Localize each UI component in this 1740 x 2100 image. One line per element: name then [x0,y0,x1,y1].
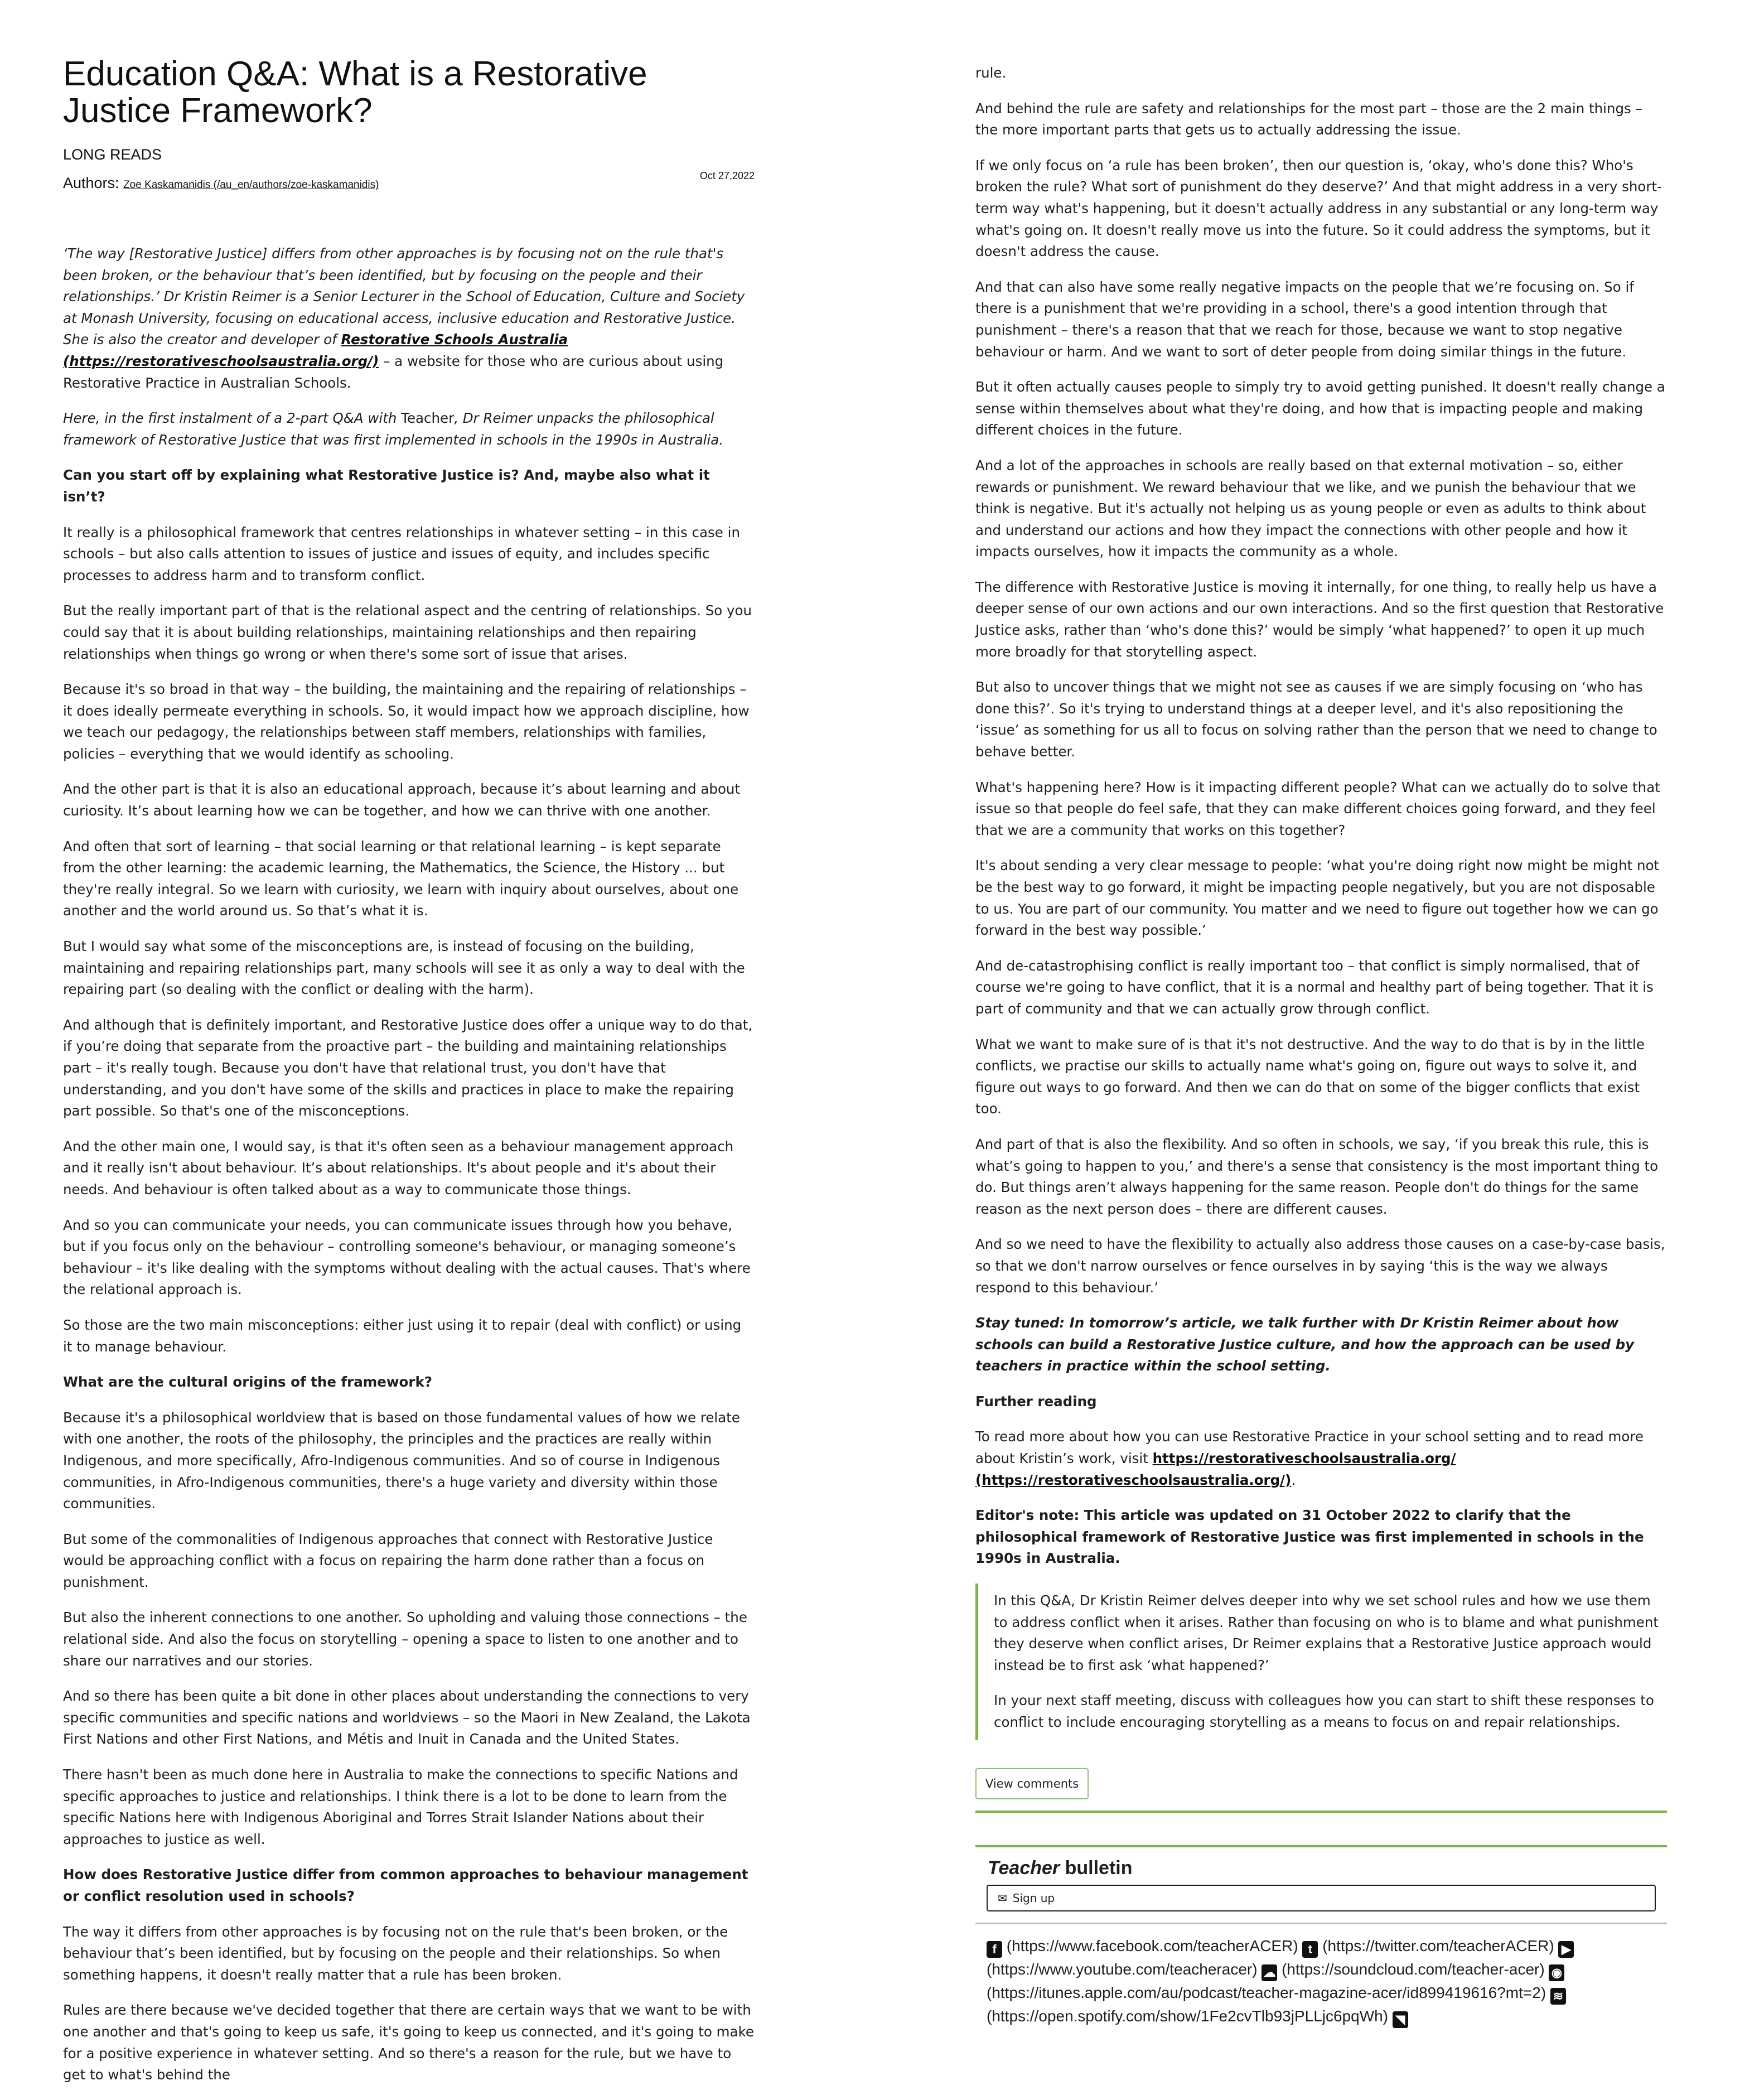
text-run: And that can also have some really negative impacts on the people that we’re focusing on. So if there is a punishment that we're providing in a school, there's a good intention through that punishment – there's a reason that that we reach for those, because we want to stop negative behaviour or harm. And we want to sort of deter people from doing similar things in the future. [975,278,1634,360]
text-run: Because it's a philosophical worldview that is based on those fundamental values of how we relate with one another, the roots of the philosophy, the principles and the practices are really within Indigenous, and more specifically, Afro-Indigenous communities. And so of course in Indigenous communities, in Afro-Indigenous communities, there's a huge variety and diversity within those communities. [63,1409,740,1512]
text-run: And the other part is that it is also an educational approach, because it’s about learning and about curiosity. It’s about learning how we can be together, and how we can thrive with one another. [63,781,741,819]
social-link[interactable]: (https://itunes.apple.com/au/podcast/teacher-magazine-acer/id899419616?mt=2) [987,1983,1550,2001]
divider [975,1845,1667,1847]
paragraph [63,679,755,765]
social-link[interactable]: (https://www.facebook.com/teacherACER) [1002,1937,1303,1954]
text-run: And so we need to have the flexibility to actually also address those causes on a case-by-case basis, so that we don't narrow ourselves or fence ourselves in by saying ‘this is the way we always respond to this behaviour.’ [975,1236,1665,1296]
text-run: And a lot of the approaches in schools are really based on that external motivation – so, either rewards or punishment. We reward behaviour that we like, and we punish the behaviour that we think is negative. But it's actually not helping us as young people or even as adults to think about and understand our actions and how they impact the connections with other people and how it impacts ourselves, how it impacts the community as a whole. [975,457,1646,560]
publish-date: Oct 27,2022 [699,170,755,181]
text-run: And often that sort of learning – that social learning or that relational learning – is kept separate from the other learning: the academic learning, the Mathematics, the Science, the History ... but they're really integral. So we learn with curiosity, we learn with inquiry about ourselves, about one another and the world around us. So that’s what it is. [63,838,739,919]
signup-label: Sign up [1012,1891,1055,1905]
paragraph [63,1922,755,1986]
text-run: And although that is definitely important, and Restorative Justice does offer a unique way to do that, if you’re doing that separate from the proactive part – the building and maintaining relationships part – it's really tough. Because you don't have that relational trust, you don't have that understanding, and you don't have some of the skills and practices in place to make the repairing part possible. So that's one of the misconceptions. [63,1016,753,1119]
callout-paragraph: In this Q&A, Dr Kristin Reimer delves deeper into why we set school rules and how we use them to address conflict when it arises. Rather than focusing on who is to blame and what punishment they deserve when conflict arises, Dr Reimer explains that a Restorative Justice approach would instead be to first ask ‘what happened?’ [994,1592,1659,1673]
text-run: So those are the two main misconceptions: either just using it to repair (deal with conflict) or using it to manage behaviour. [63,1316,742,1355]
twitter-icon[interactable]: t [1302,1941,1318,1958]
paragraph [63,1764,755,1850]
paragraph [63,1136,755,1201]
text-run: What we want to make sure of is that it's not destructive. And the way to do that is by in the little conflicts, we practise our skills to actually name what's going on, figure out ways to solve it, and figure out ways to go forward. And then we can do that on some of the bigger conflicts that exist too. [975,1036,1645,1117]
section-heading [975,1391,1667,1413]
paragraph [975,155,1667,263]
text-run: – a website for those who are curious about using Restorative Practice in Australian Schools. [63,353,724,391]
bulletin-title [988,1857,1667,1879]
text-run: And the other main one, I would say, is that it's often seen as a behaviour management approach and it really isn't about behaviour. It’s about relationships. It's about people and it's about their needs. And behaviour is often talked about as a way to communicate those things. [63,1138,734,1198]
article-body-right [975,62,1667,1570]
social-link[interactable]: (https://open.spotify.com/show/1Fe2cvTlb93jPLLjc6pqWh) [987,2007,1393,2025]
paragraph [975,577,1667,663]
article-body-left [63,243,755,2086]
text-run: It really is a philosophical framework that centres relationships in whatever setting – in this case in schools – but also calls attention to issues of justice and issues of equity, and includes specific processes to address harm and to transform conflict. [63,524,741,583]
paragraph [63,779,755,822]
paragraph [975,855,1667,941]
page-title: Education Q&A: What is a Restorative Justice Framework? [63,55,647,130]
text-run: rule. [975,65,1007,81]
social-link[interactable]: (https://soundcloud.com/teacher-acer) [1277,1960,1549,1978]
text-run: What are the cultural origins of the framework? [63,1374,432,1391]
text-run: But also to uncover things that we might not see as causes if we are simply focusing on ‘who has done this?’. So it's trying to understand things at a deeper level, and it's also repositioning the ‘issue’ as something for us all to focus on solving rather than the person that we need to change to behave better. [975,679,1657,760]
text-run: The way it differs from other approaches is by focusing not on the rule that's been broken, or the behaviour that’s been identified, but by focusing on the people and their relationships. So when something happens, it doesn't really matter that a rule has been broken. [63,1923,728,1983]
podcast-icon[interactable]: ◉ [1549,1964,1564,1981]
social-link[interactable]: (https://www.youtube.com/teacheracer) [987,1960,1262,1978]
text-run: And behind the rule are safety and relationships for the most part – those are the 2 main things – the more important parts that gets us to actually addressing the issue. [975,100,1642,138]
social-link[interactable]: (https://twitter.com/teacherACER) [1318,1937,1559,1954]
paragraph [63,408,755,451]
text-run: Rules are there because we've decided together that there are certain ways that we want to be with one another and that's going to keep us safe, it's going to keep us connected, and it's going to make for a positive experience in whatever setting. And so there's a reason for the rule, but we have to get to what's behind the [63,2002,754,2083]
authors-line [63,170,755,192]
text-run: And part of that is also the flexibility. And so often in schools, we say, ‘if you break this rule, this is what’s going to happen to you,’ and there's a sense that consistency is the most important thing to do. But things aren’t always happening for the same reason. People don't do things for the same reason as the next person does – there are different causes. [975,1136,1659,1217]
text-run: Editor's note: This article was updated on 31 October 2022 to clarify that the philosophical framework of Restorative Justice was first implemented in schools in the 1990s in Australia. [975,1507,1644,1567]
paragraph [975,1426,1667,1491]
social-links [987,1934,1667,2028]
bulletin-title-rest: bulletin [1060,1857,1133,1879]
paragraph [63,936,755,1001]
paragraph [975,677,1667,762]
category-label: LONG READS [63,146,162,163]
text-run: And so you can communicate your needs, you can communicate issues through how you behave, but if you focus only on the behaviour – controlling someone's behaviour, or managing someone’s behaviour – it's like dealing with the symptoms without dealing with the actual causes. That's where the relational approach is. [63,1216,751,1298]
paragraph [63,522,755,587]
paragraph [63,1315,755,1358]
summary-callout [975,1584,1667,1740]
paragraph [975,777,1667,842]
text-run: Here, in the first instalment of a 2-part Q&A with [63,410,402,427]
paragraph [63,1215,755,1301]
text-run: The difference with Restorative Justice is moving it internally, for one thing, to really help us have a deeper sense of our own actions and our own interactions. And so the first question that Restorative Justice asks, rather than ‘who's done this?’ would be simply ‘what happened?’ to open it up much more broadly for that storytelling aspect. [975,578,1664,660]
paragraph [975,1312,1667,1377]
divider [975,1923,1667,1924]
spotify-icon[interactable]: ≋ [1550,1988,1566,2005]
rss-icon[interactable]: ◥ [1393,2011,1408,2028]
text-run: There hasn't been as much done here in Australia to make the connections to specific Nations and specific approaches to justice and relationships. I think there is a lot to be done to learn from the specific Nations here with Indigenous Aboriginal and Torres Strait Islander Nations about their approaches to justice as well. [63,1766,738,1847]
paragraph [63,1015,755,1122]
soundcloud-icon[interactable]: ☁ [1262,1964,1277,1981]
paragraph [975,1134,1667,1220]
paragraph [975,98,1667,141]
text-run: But I would say what some of the misconceptions are, is instead of focusing on the building, maintaining and repairing relationships part, many schools will see it as only a way to deal with the repairing part (so dealing with the conflict or dealing with the harm). [63,938,745,998]
text-run: Can you start off by explaining what Restorative Justice is? And, maybe also what it isn’t? [63,467,710,505]
section-heading [63,1372,755,1393]
text-run: How does Restorative Justice differ from common approaches to behaviour management or conflict resolution used in schools? [63,1866,748,1904]
author-link[interactable]: Zoe Kaskamanidis (/au_en/authors/zoe-kaskamanidis) [123,179,379,191]
text-run: And de-catastrophising conflict is really important too – that conflict is simply normalised, that of course we're going to have conflict, that it is a normal and healthy part of being together. That it is part of community and that we can actually grow through conflict. [975,957,1654,1017]
text-run: Teacher [401,410,455,427]
paragraph [63,1607,755,1672]
inline-link[interactable]: https://restorativeschoolsaustralia.org/ (https://restorativeschoolsaustralia.org/) [975,1450,1456,1488]
text-run: Stay tuned: In tomorrow’s article, we talk further with Dr Kristin Reimer about how schools can build a Restorative Justice culture, and how the approach can be used by teachers in practice within the school setting. [975,1315,1635,1374]
envelope-icon: ✉ [998,1891,1007,1905]
text-run: , Dr Reimer unpacks the philosophical framework of Restorative Justice that was first implemented in schools in the 1990s in Australia. [63,410,724,448]
text-run: But some of the commonalities of Indigenous approaches that connect with Restorative Justice would be approaching conflict with a focus on repairing the harm done rather than a focus on punishment. [63,1531,713,1590]
paragraph [975,277,1667,363]
text-run: It's about sending a very clear message to people: ‘what you're doing right now might be might not be the best way to go forward, it might be impacting people negatively, but you are not disposable to us. You are part of our community. You matter and we need to figure out together how we can go forward in the best way possible.’ [975,857,1660,939]
bulletin-title-italic: Teacher [988,1857,1060,1879]
paragraph [63,1407,755,1515]
text-run: . [1291,1471,1296,1488]
paragraph [63,600,755,665]
paragraph [975,455,1667,563]
paragraph [975,1034,1667,1120]
text-run: ‘The way [Restorative Justice] differs from other approaches is by focusing not on the rule that's been broken, or the behaviour that’s been identified, but by focusing on the people and their relationships.’ Dr Kristin Reimer is a Senior Lecturer in the School of Education, Culture and Society at Monash University, focusing on educational access, inclusive education and Restorative Justice. She is also the creator and developer of [63,245,745,348]
facebook-icon[interactable]: f [987,1941,1002,1958]
section-heading [975,1505,1667,1570]
text-run: But it often actually causes people to simply try to avoid getting punished. It doesn't really change a sense within themselves about what they're doing, and how that is impacting people and making different choices in the future. [975,379,1665,438]
paragraph [975,62,1667,84]
paragraph [975,955,1667,1020]
text-run: Further reading [975,1393,1097,1409]
paragraph [975,376,1667,441]
text-run: Because it's so broad in that way – the building, the maintaining and the repairing of relationships – it does ideally permeate everything in schools. So, it would impact how we approach discipline, how we teach our pedagogy, the relationships between staff members, relationships with families, policies – everything that we would identify as schooling. [63,681,750,762]
paragraph [63,836,755,922]
paragraph [63,1686,755,1750]
text-run: What's happening here? How is it impacting different people? What can we actually do to solve that issue so that people do feel safe, that they can make different choices going forward, and they feel that we are a community that works on this together? [975,779,1660,838]
article-left-column [63,0,755,2100]
callout-paragraph: In your next staff meeting, discuss with colleagues how you can start to shift these responses to conflict to include encouraging storytelling as a means to focus on and repair relationships. [994,1692,1654,1730]
paragraph [63,1529,755,1594]
text-run: And so there has been quite a bit done in other places about understanding the connections to very specific communities and specific nations and worldviews – so the Maori in New Zealand, the Lakota First Nations and other First Nations, and Métis and Inuit in Canada and the United States. [63,1688,751,1747]
article-right-column [975,62,1667,2028]
paragraph [975,1234,1667,1298]
section-heading [63,465,755,508]
signup-button[interactable] [987,1885,1656,1911]
view-comments-button[interactable]: View comments [975,1768,1089,1799]
text-run: But also the inherent connections to one another. So upholding and valuing those connections – the relational side. And also the focus on storytelling – opening a space to listen to one another and to share our narratives and our stories. [63,1609,747,1669]
section-heading [63,1864,755,1907]
inline-link[interactable]: Restorative Schools Australia (https://restorativeschoolsaustralia.org/) [63,331,568,369]
text-run: To read more about how you can use Restorative Practice in your school setting and to read more about Kristin’s work, visit [975,1428,1644,1467]
authors-label: Authors: [63,175,119,191]
paragraph [63,243,755,394]
text-run: But the really important part of that is the relational aspect and the centring of relationships. So you could say that it is about building relationships, maintaining relationships and then repairing relationships when things go wrong or when there's some sort of issue that arises. [63,602,752,662]
divider [975,1811,1667,1813]
paragraph [63,2000,755,2085]
youtube-icon[interactable]: ▶ [1558,1941,1574,1958]
text-run: If we only focus on ‘a rule has been broken’, then our question is, ‘okay, who's done this? Who's broken the rule? What sort of punishment do they deserve?’ And that might address in a very short-term way what's happening, but it doesn't actually address in any substantial or any long-term way what's going on. It doesn't really move us into the future. So it could address the symptoms, but it doesn't address the cause. [975,157,1662,260]
